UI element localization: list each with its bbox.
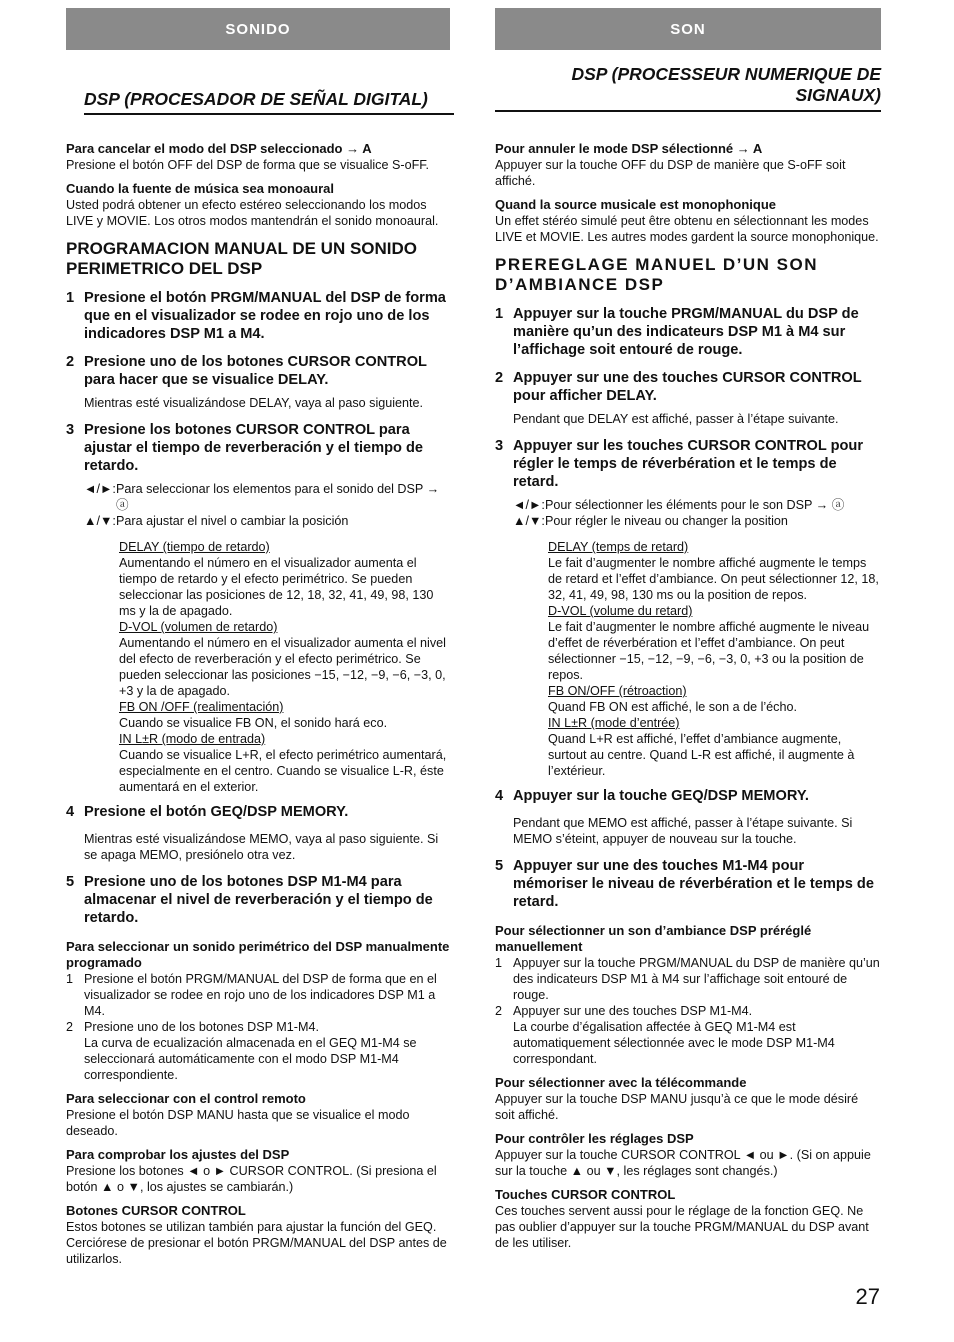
title-rule	[495, 110, 881, 112]
left-right-arrows-icon: ◄/►:	[84, 482, 116, 496]
subsection-heading: Pour contrôler les réglages DSP	[495, 1131, 694, 1146]
step-number: 5	[66, 874, 75, 890]
step-1	[66, 289, 452, 343]
item-number: 1	[495, 956, 503, 970]
item-text: Presione uno de los botones DSP M1-M4.	[84, 1020, 319, 1034]
list-item	[495, 1003, 881, 1019]
definition-text: Quand FB ON est affiché, le son a de l’écho.	[548, 700, 797, 714]
definition-term: IN L±R (mode d’entrée)	[548, 716, 680, 730]
definition-term: IN L±R (modo de entrada)	[119, 732, 266, 746]
definition-text: Cuando se visualice FB ON, el sonido hará eco.	[119, 716, 388, 730]
step-3	[66, 421, 452, 475]
subsection-heading: Para seleccionar con el control remoto	[66, 1091, 306, 1106]
step-text: Appuyer sur les touches CURSOR CONTROL pour régler le temps de réverbération et le temps de retard.	[513, 438, 864, 490]
left-body	[66, 141, 452, 1275]
definition-text: Le fait d’augmenter le nombre affiché augmente le temps de retard et l’effet d’ambiance. On peut sélectionner 12, 18, 32, 41, 49, 98, 130 ms ou la position de repos.	[548, 556, 879, 602]
step-number: 1	[495, 306, 504, 322]
paragraph: La curva de ecualización almacenada en el GEQ M1-M4 se seleccionará automáticamente con el modo DSP M1-M4 correspondiente.	[84, 1036, 417, 1082]
paragraph: Presione el botón DSP MANU hasta que se visualice el modo deseado.	[66, 1108, 410, 1138]
left-right-arrows-icon: ◄/►:	[513, 498, 545, 512]
definition-term: DELAY (tiempo de retardo)	[119, 540, 270, 554]
item-number: 2	[66, 1020, 74, 1034]
step-text: Presione el botón PRGM/MANUAL del DSP de forma que en el visualizador se rodee en rojo uno de los indicadores DSP M1 a M4.	[84, 290, 446, 342]
definition-list	[119, 539, 452, 795]
item-number: 1	[66, 972, 74, 986]
step-1	[495, 305, 881, 359]
paragraph: Estos botones se utilizan también para ajustar la función del GEQ. Cerciórese de presionar el botón PRGM/MANUAL del DSP antes de utilizarlos.	[66, 1220, 447, 1266]
section-heading: PREREGLAGE MANUEL D’UN SON D’AMBIANCE DSP	[495, 255, 818, 294]
definition-text: Le fait d’augmenter le nombre affiché augmente le niveau d’effet de réverbération et l’effet d’ambiance. On peut sélectionner −15, −12, −9, −6, −3, 0, +3 ou la position de repos.	[548, 620, 870, 682]
paragraph: Ces touches servent aussi pour le réglage de la fonction GEQ. Ne pas oublier d’appuyer sur la touche PRGM/MANUAL du DSP avant de les utiliser.	[495, 1204, 869, 1250]
legend-text: Para seleccionar los elementos para el sonido del DSP → ⓐ	[116, 482, 440, 512]
list-item	[66, 1019, 452, 1035]
step-text: Presione uno de los botones CURSOR CONTROL para hacer que se visualice DELAY.	[84, 354, 427, 388]
subsection-heading: Para comprobar los ajustes del DSP	[66, 1147, 290, 1162]
legend-text: Pour sélectionner les éléments pour le son DSP → ⓐ	[545, 498, 845, 512]
title-line: DSP (PROCESSEUR NUMERIQUE DE	[571, 64, 881, 84]
step-number: 3	[66, 422, 75, 438]
cursor-legend-row	[513, 497, 881, 513]
definition-text: Cuando se visualice L+R, el efecto perimétrico aumentará, especialmente en el centro. Cuando se visualice L-R, éste aumentará en el exterior.	[119, 748, 447, 794]
paragraph: Presione el botón OFF del DSP de forma que se visualice S-oFF.	[66, 158, 430, 172]
right-body	[495, 141, 881, 1259]
title-line: SIGNAUX)	[795, 85, 881, 105]
step-number: 4	[66, 804, 75, 820]
step-5	[495, 857, 881, 911]
page-title	[495, 64, 881, 106]
step-note: Mientras esté visualizándose DELAY, vaya al paso siguiente.	[84, 396, 424, 410]
step-text: Presione el botón GEQ/DSP MEMORY.	[84, 804, 349, 820]
definition-term: DELAY (temps de retard)	[548, 540, 689, 554]
definition-term: FB ON/OFF (rétroaction)	[548, 684, 687, 698]
cursor-legend-row	[84, 513, 452, 529]
step-text: Appuyer sur la touche GEQ/DSP MEMORY.	[513, 788, 809, 804]
subsection-heading: Para cancelar el modo del DSP seleccionado → A	[66, 141, 372, 156]
step-3	[495, 437, 881, 491]
subsection-heading: Touches CURSOR CONTROL	[495, 1187, 676, 1202]
cursor-legend-row	[513, 513, 881, 529]
step-5	[66, 873, 452, 927]
up-down-arrows-icon: ▲/▼:	[513, 514, 545, 528]
paragraph: Appuyer sur la touche DSP MANU jusqu’à ce que le mode désiré soit affiché.	[495, 1092, 859, 1122]
up-down-arrows-icon: ▲/▼:	[84, 514, 116, 528]
paragraph: Usted podrá obtener un efecto estéreo seleccionando los modos LIVE y MOVIE. Los otros modos mantendrán el sonido monoaural.	[66, 198, 439, 228]
definition-term: D-VOL (volume du retard)	[548, 604, 693, 618]
legend-text: Pour régler le niveau ou changer la position	[545, 514, 788, 528]
step-note: Pendant que MEMO est affiché, passer à l’étape suivante. Si MEMO s’éteint, appuyer de nouveau sur la touche.	[513, 816, 853, 846]
step-number: 5	[495, 858, 504, 874]
step-text: Appuyer sur une des touches M1-M4 pour mémoriser le niveau de réverbération et le temps de retard.	[513, 858, 874, 910]
paragraph: Presione los botones ◄ o ► CURSOR CONTROL. (Si presiona el botón ▲ o ▼, los ajustes se cambiarán.)	[66, 1164, 437, 1194]
step-note: Mientras esté visualizándose MEMO, vaya al paso siguiente. Si se apaga MEMO, presiónelo otra vez.	[84, 832, 439, 862]
definition-text: Quand L+R est affiché, l’effet d’ambiance augmente, surtout au centre. Quand L-R est affiché, il augmente à l’extérieur.	[548, 732, 855, 778]
step-text: Presione los botones CURSOR CONTROL para ajustar el tiempo de reverberación y el tiempo de retardo.	[84, 422, 424, 474]
subsection-heading: Pour sélectionner un son d’ambiance DSP préréglé manuellement	[495, 923, 812, 954]
legend-text: Para ajustar el nivel o cambiar la posición	[116, 514, 349, 528]
definition-term: FB ON /OFF (realimentación)	[119, 700, 284, 714]
section-banner: SON	[495, 8, 881, 50]
item-number: 2	[495, 1004, 503, 1018]
section-banner: SONIDO	[66, 8, 450, 50]
step-number: 3	[495, 438, 504, 454]
step-text: Appuyer sur la touche PRGM/MANUAL du DSP de manière qu’un des indicateurs DSP M1 à M4 sur l’affichage soit entouré de rouge.	[513, 306, 859, 358]
list-item	[495, 955, 881, 1003]
section-heading: PROGRAMACION MANUAL DE UN SONIDO PERIMETRICO DEL DSP	[66, 239, 418, 278]
paragraph: La courbe d’égalisation affectée à GEQ M1-M4 est automatiquement sélectionnée avec le mode DSP M1-M4 correspondant.	[513, 1020, 835, 1066]
subsection-heading: Para seleccionar un sonido perimétrico del DSP manualmente programado	[66, 939, 450, 970]
step-number: 1	[66, 290, 75, 306]
item-text: Appuyer sur la touche PRGM/MANUAL du DSP de manière qu’un des indicateurs DSP M1 à M4 sur l’affichage soit entouré de rouge.	[513, 956, 880, 1002]
step-number: 2	[66, 354, 75, 370]
title-rule	[84, 113, 454, 115]
list-item	[66, 971, 452, 1019]
page-title: DSP (PROCESADOR DE SEÑAL DIGITAL)	[84, 89, 428, 109]
definition-list	[548, 539, 881, 779]
paragraph: Appuyer sur la touche OFF du DSP de manière que S-oFF soit affiché.	[495, 158, 846, 188]
step-number: 2	[495, 370, 504, 386]
subsection-heading: Quand la source musicale est monophonique	[495, 197, 776, 212]
page-number: 27	[855, 1284, 880, 1309]
subsection-heading: Cuando la fuente de música sea monoaural	[66, 181, 335, 196]
step-text: Appuyer sur une des touches CURSOR CONTROL pour afficher DELAY.	[513, 370, 862, 404]
definition-text: Aumentando el número en el visualizador aumenta el tiempo de retardo y el efecto perimétrico. Se pueden seleccionar las posiciones de 12, 18, 32, 41, 49, 98, 130 ms y la de apagado.	[119, 556, 434, 618]
step-4	[66, 803, 452, 821]
definition-term: D-VOL (volumen de retardo)	[119, 620, 278, 634]
subsection-heading: Botones CURSOR CONTROL	[66, 1203, 246, 1218]
step-2	[495, 369, 881, 405]
paragraph: Un effet stéréo simulé peut être obtenu en sélectionnant les modes LIVE et MOVIE. Les autres modes gardent la source monophonique.	[495, 214, 879, 244]
item-text: Appuyer sur une des touches DSP M1-M4.	[513, 1004, 753, 1018]
subsection-heading: Pour sélectionner avec la télécommande	[495, 1075, 747, 1090]
step-note: Pendant que DELAY est affiché, passer à l’étape suivante.	[513, 412, 839, 426]
step-number: 4	[495, 788, 504, 804]
step-text: Presione uno de los botones DSP M1-M4 para almacenar el nivel de reverberación y el tiempo de retardo.	[84, 874, 433, 926]
step-4	[495, 787, 881, 805]
subsection-heading: Pour annuler le mode DSP sélectionné → A	[495, 141, 763, 156]
definition-text: Aumentando el número en el visualizador aumenta el nivel del efecto de reverberación y el efecto perimétrico. Se pueden seleccionar las posiciones −15, −12, −9, −6, −3, 0, +3 y la de apagado.	[119, 636, 446, 698]
cursor-legend-row	[84, 481, 452, 513]
item-text: Presione el botón PRGM/MANUAL del DSP de forma que en el visualizador se rodee en rojo uno de los indicadores DSP M1 a M4.	[84, 972, 437, 1018]
paragraph: Appuyer sur la touche CURSOR CONTROL ◄ ou ►. (Si on appuie sur la touche ▲ ou ▼, les réglages sont changés.)	[495, 1148, 871, 1178]
step-2	[66, 353, 452, 389]
